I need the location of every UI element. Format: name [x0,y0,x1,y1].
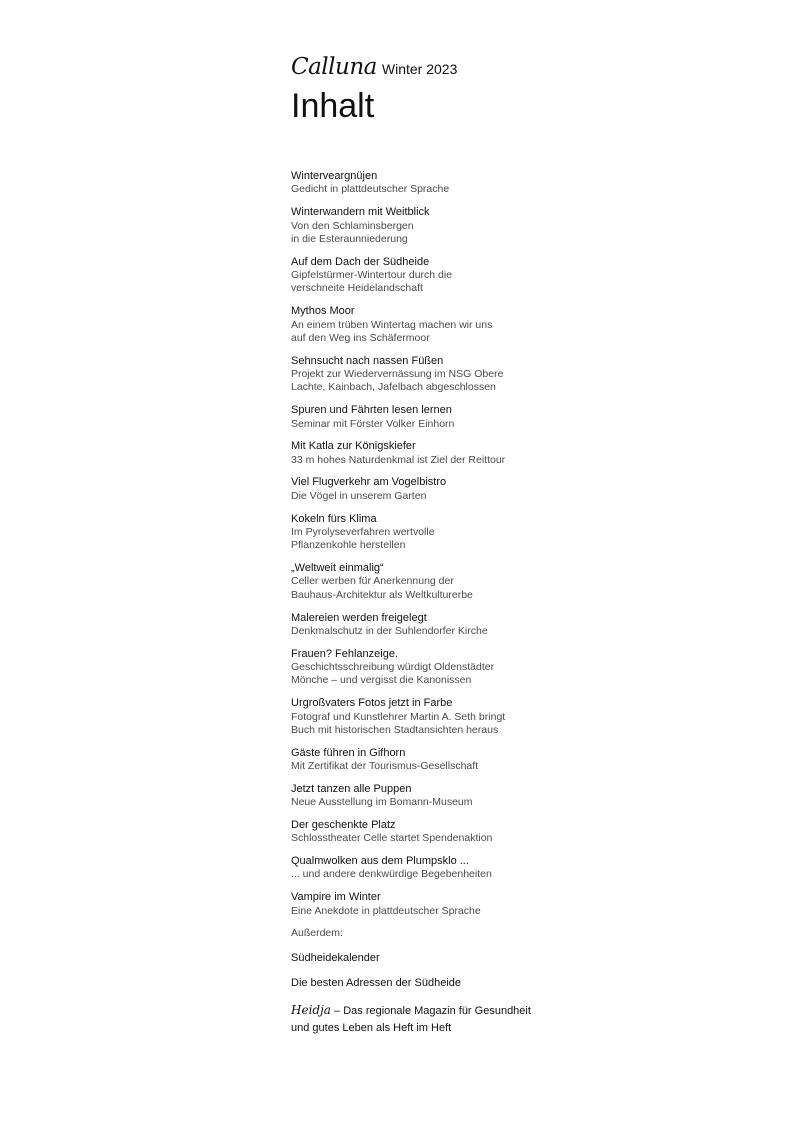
toc-entry [291,355,591,395]
toc-entry [291,855,591,882]
toc-entry [291,648,591,688]
heidja-line-1: – Das regionale Magazin für Gesundheit [330,1005,531,1018]
toc-entry-title: Jetzt tanzen alle Puppen [291,782,412,795]
toc-entry-subtitle: Fotograf und Kunstlehrer Martin A. Seth bringt [291,710,506,723]
toc-entry [291,170,591,197]
toc-entry-title: Mythos Moor [291,305,355,318]
toc-entry-title: Mit Katla zur Königskiefer [291,440,416,453]
toc-entry [291,513,591,553]
toc-entry-subtitle: Eine Anekdote in plattdeutscher Sprache [291,904,481,917]
toc-entry-title: Qualmwolken aus dem Plumpsklo ... [291,855,469,867]
toc-entry-subtitle: Bauhaus-Architektur als Weltkulturerbe [291,588,473,601]
heidja-note [291,1002,591,1037]
toc-entry [291,819,591,846]
toc-entry-title: Malereien werden freigelegt [291,611,427,624]
toc-entry-title: Vampire im Winter [291,891,381,904]
toc-entry [291,612,591,639]
toc-entry-subtitle: Von den Schlaminsbergen [291,219,414,232]
toc-entry-title: Urgroßvaters Fotos jetzt in Farbe [291,697,453,710]
toc-entry [291,256,591,296]
toc-entry [291,562,591,602]
toc-entry-subtitle: Mönche – und vergisst die Kanonissen [291,674,472,687]
toc-entry-subtitle: ... und andere denkwürdige Begebenheiten [291,868,492,881]
toc-entry-subtitle: Gipfelstürmer-Wintertour durch die [291,269,453,282]
issue-label: Winter 2023 [381,61,458,77]
toc-entry-title: „Weltweit einmalig“ [291,562,384,575]
toc-entry-subtitle: Projekt zur Wiedervernässung im NSG Obere [291,368,504,381]
toc-entry [291,476,591,503]
page-title: Inhalt [291,87,375,125]
toc-entry-subtitle: in die Esteraunniederung [291,232,408,245]
extras-section [291,927,591,1037]
table-of-contents [291,170,591,1037]
toc-entry-subtitle: An einem trüben Wintertag machen wir uns [291,318,493,331]
toc-entry-title: Gäste führen in Gifhorn [291,746,406,759]
toc-entry-title: Winterwandern mit Weitblick [291,206,430,219]
toc-entry-subtitle: Celler werben für Anerkennung der [291,575,454,588]
toc-entry [291,305,591,345]
toc-entries [291,170,591,918]
extras-label: Außerdem: [291,927,343,940]
toc-entry [291,783,591,810]
toc-entry-title: Viel Flugverkehr am Vogelbistro [291,476,447,489]
toc-entry [291,404,591,431]
toc-entry-subtitle: Seminar mit Förster Volker Einhorn [291,417,455,430]
toc-entry-subtitle: Neue Ausstellung im Bomann-Museum [291,796,473,809]
toc-entry-title: Winterveargnüjen [291,170,378,182]
toc-entry-subtitle: Geschichtsschreibung würdigt Oldenstädter [291,661,495,674]
toc-entry-subtitle: Mit Zertifikat der Tourismus-Gesellschaft [291,760,479,773]
toc-entry-title: Der geschenkte Platz [291,818,396,831]
toc-entry-title: Spuren und Fährten lesen lernen [291,404,452,417]
toc-entry [291,747,591,774]
toc-entry [291,697,591,737]
heidja-line-2: und gutes Leben als Heft im Heft [291,1022,452,1035]
toc-entry [291,440,591,467]
extra-item-addresses: Die besten Adressen der Südheide [291,977,462,990]
toc-entry-subtitle: Schlosstheater Celle startet Spendenaktion [291,832,493,845]
toc-entry-title: Sehnsucht nach nassen Füßen [291,354,444,367]
toc-entry [291,891,591,918]
toc-entry-title: Auf dem Dach der Südheide [291,255,430,268]
magazine-header [291,54,457,80]
toc-entry-subtitle: Lachte, Kainbach, Jafelbach abgeschlossen [291,381,496,394]
toc-entry-subtitle: auf den Weg ins Schäfermoor [291,331,430,344]
toc-entry-subtitle: 33 m hohes Naturdenkmal ist Ziel der Reittour [291,453,506,466]
calluna-logo: Calluna [291,54,377,80]
toc-entry-title: Kokeln fürs Klima [291,512,377,525]
toc-entry-subtitle: Denkmalschutz in der Suhlendorfer Kirche [291,624,488,637]
toc-entry-subtitle: Im Pyrolyseverfahren wertvolle [291,525,435,538]
heidja-logo: Heidja [291,1003,331,1018]
toc-entry-subtitle: Gedicht in plattdeutscher Sprache [291,183,450,196]
extra-item-calendar: Südheidekalender [291,952,380,965]
toc-entry [291,206,591,246]
toc-entry-subtitle: Pflanzenkohle herstellen [291,539,406,552]
toc-entry-title: Frauen? Fehlanzeige. [291,647,399,660]
toc-entry-subtitle: Die Vögel in unserem Garten [291,489,427,502]
toc-entry-subtitle: Buch mit historischen Stadtansichten heraus [291,723,499,736]
toc-entry-subtitle: verschneite Heidelandschaft [291,282,423,295]
